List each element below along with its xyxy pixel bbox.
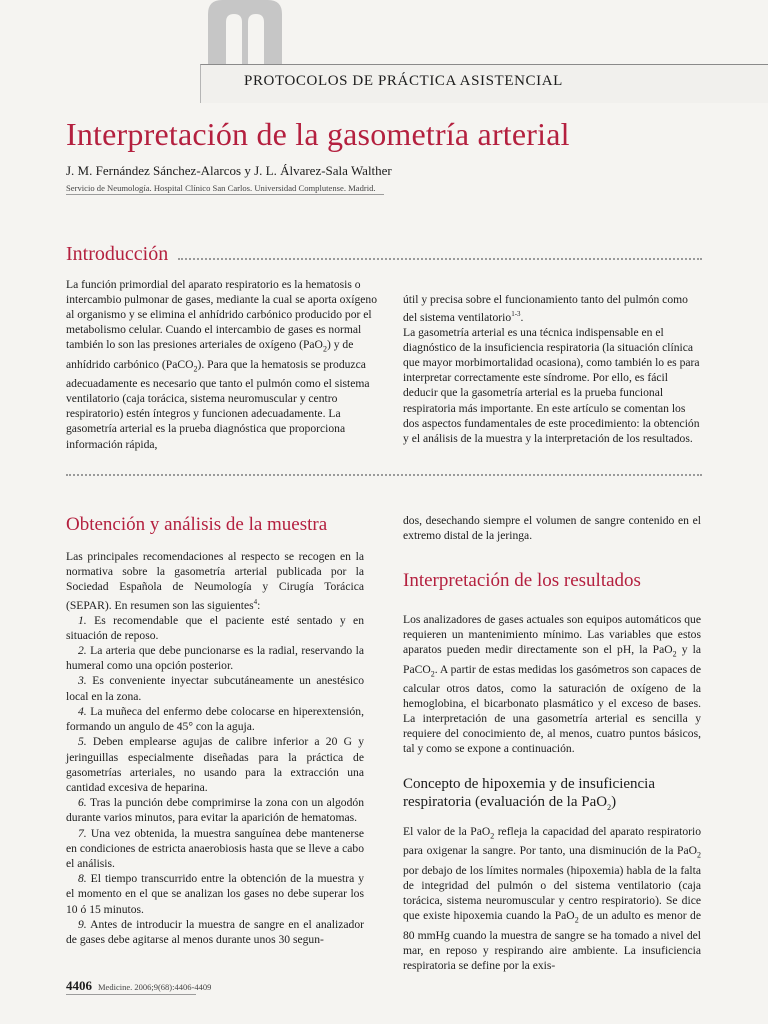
subscript: 2 [672, 649, 677, 659]
item-text: La arteria que debe puncionarse es la radial, reservando la humeral como una opción posterior. [66, 644, 364, 673]
section-obtencion-intro [66, 549, 364, 613]
text-run: ). Para que la hematosis se produzca adecuadamente es necesario que tanto el pulmón como el sistema ventilatorio (caja torácica, sistema neuromuscular y centro respiratorio) estén íntegros y funcionen adecuadamente. La gasometría arterial es la prueba diagnóstica que proporciona información rápida, [66, 357, 370, 451]
continuation-text: dos, desechando siempre el volumen de sangre contenido en el extremo distal de la jeringa. [403, 514, 701, 543]
text-run: por debajo de los límites normales (hipoxemia) habla de la falta de integridad del pulmón o del sistema ventilatorio (caja torácica, sistema neuromuscular y centro respiratorio). Se dice que existe hipoxemia cuando la PaO [403, 863, 701, 923]
intro-paragraph-1 [66, 277, 386, 452]
section-obtencion-heading: Obtención y análisis de la muestra [66, 514, 328, 535]
article-affiliation: Servicio de Neumología. Hospital Clínico San Carlos. Universidad Complutense. Madrid. [66, 183, 376, 193]
section-obtencion-continuation [403, 513, 701, 543]
text-run: útil y precisa sobre el funcionamiento tanto del pulmón como del sistema ventilatorio [403, 293, 688, 324]
reference-superscript: 4 [253, 597, 258, 606]
text-run: Los analizadores de gases actuales son equipos automáticos que requieren un mantenimiento mínimo. Las variables que estos aparatos pueden medir directamente son el pH, la PaO [403, 613, 701, 657]
item-number: 1. [78, 613, 87, 627]
text-run: . [520, 310, 524, 324]
item-number: 6. [78, 796, 87, 810]
subsection-hipoxemia-body [403, 824, 701, 973]
item-number: 9. [78, 917, 87, 931]
section-interpretacion-heading: Interpretación de los resultados [403, 570, 641, 591]
section-obtencion-body [66, 549, 364, 947]
item-text: Es recomendable que el paciente esté sentado y en situación de reposo. [66, 613, 364, 642]
list-item [66, 673, 364, 703]
subsection-hipoxemia-heading [403, 775, 703, 817]
text-run: La función primordial del aparato respiratorio es la hematosis o intercambio pulmonar de gases, mediante la cual se aporta oxígeno al organismo y se elimina el anhídrido carbónico producido por el metabolismo celular. Cuando el intercambio de gases es normal también lo son las presiones arteriales de oxígeno (PaO [66, 278, 377, 352]
subscript: 2 [574, 915, 579, 925]
article-authors: J. M. Fernández Sánchez-Alarcos y J. L. Álvarez-Sala Walther [66, 163, 392, 178]
item-text: Deben emplearse agujas de calibre inferior a 20 G y jeringuillas especialmente diseñadas para la práctica de gasometrías arteriales, no usando para la extracción una cantidad excesiva de heparina. [66, 735, 364, 794]
item-text: Una vez obtenida, la muestra sanguínea debe mantenerse en condiciones de estricta anaerobiosis hasta que se lleve a cabo el análisis. [66, 826, 364, 870]
article-title: Interpretación de la gasometría arterial [66, 116, 570, 152]
series-title: PROTOCOLOS DE PRÁCTICA ASISTENCIAL [244, 73, 563, 89]
item-number: 4. [78, 704, 87, 718]
item-text: Tras la punción debe comprimirse la zona con un algodón durante varios minutos, para evitar la aparición de hematomas. [66, 796, 364, 825]
list-item [66, 826, 364, 872]
list-item [66, 734, 364, 795]
item-number: 2. [78, 644, 87, 658]
intro-paragraph-1-cont [403, 292, 703, 325]
item-number: 5. [78, 735, 87, 749]
text-run: ) y de anhídrido carbónico (PaCO [66, 338, 354, 371]
list-item [66, 795, 364, 825]
text-run: y la PaCO [403, 643, 701, 676]
subscript: 2 [430, 668, 435, 678]
text-run: Las principales recomendaciones al respecto se recogen en la normativa sobre la gasometría arterial publicada por la Sociedad Española de Neumología y Cirugía Torácica (SEPAR). En resumen son las siguientes [66, 550, 364, 612]
text-run: refleja la capacidad del aparato respiratorio para oxigenar la sangre. Por tanto, una disminución de la PaO [403, 825, 701, 858]
text-run: El valor de la PaO [403, 825, 491, 838]
item-number: 3. [78, 674, 87, 688]
subscript: 2 [490, 831, 495, 841]
journal-logo-m [200, 0, 290, 64]
subscript: 2 [322, 344, 327, 354]
reference-superscript: 1-3 [511, 310, 521, 319]
page-number: 4406 [66, 978, 92, 993]
affiliation-divider [66, 194, 384, 195]
subscript: 2 [697, 850, 701, 860]
text-run: . A partir de estas medidas los gasómetros son capaces de calcular otros datos, como la saturación de oxígeno de la hemoglobina, el bicarbonato plasmático y el exceso de bases. La interpretación de una gasometría arterial es sencilla y requiere del conocimiento de, al menos, cuatro puntos básicos, tal y como se expone a continuación. [403, 662, 701, 756]
item-number: 8. [78, 872, 87, 886]
footer-divider [66, 994, 196, 995]
item-text: Antes de introducir la muestra de sangre en el analizador de gases debe agitarse al menos durante unos 30 segun- [66, 917, 364, 946]
list-item [66, 613, 364, 643]
intro-left-column [66, 277, 386, 452]
intro-heading-leader [178, 258, 702, 260]
intro-bottom-rule [66, 474, 702, 476]
text-run: Concepto de hipoxemia y de insuficiencia respiratoria (evaluación de la PaO [403, 776, 656, 810]
list-item [66, 917, 364, 947]
item-text: El tiempo transcurrido entre la obtención de la muestra y el momento en el que se analizan los gases no debe superar los 10 ó 15 minutos. [66, 872, 364, 916]
item-text: Es conveniente inyectar subcutáneamente un anestésico local en la zona. [66, 674, 364, 703]
hipoxemia-paragraph [403, 824, 701, 973]
interpretacion-paragraph [403, 612, 701, 756]
intro-right-column [403, 292, 703, 446]
item-text: La muñeca del enfermo debe colocarse en hiperextensión, formando un angulo de 45° con la aguja. [66, 704, 364, 734]
intro-paragraph-2: La gasometría arterial es una técnica indispensable en el diagnóstico de la insuficiencia respiratoria (la situación clínica que mayor morbimortalidad ocasiona), como también lo es para interpretar correctamente este síndrome. Por ello, es fácil deducir que la gasometría arterial es la prueba funcional respiratoria más importante. En este artículo se comentan los dos aspectos fundamentales de este procedimiento: la obtención y el análisis de la muestra y la interpretación de los resultados. [403, 326, 700, 445]
list-item [66, 871, 364, 917]
subscript: 2 [193, 364, 198, 374]
text-run: ) [611, 794, 617, 810]
list-item [66, 643, 364, 673]
section-interpretacion-body [403, 612, 701, 756]
journal-citation: Medicine. 2006;9(68):4406-4409 [98, 982, 212, 992]
subscript: 2 [607, 803, 612, 812]
text-run: : [257, 598, 261, 612]
list-item [66, 704, 364, 734]
intro-heading: Introducción [66, 243, 169, 265]
page-footer [66, 978, 211, 994]
text-run: de un adulto es menor de 80 mmHg cuando la muestra de sangre se ha tomado a nivel del mar, en reposo y respirando aire ambiente. La insuficiencia respiratoria se define por la exis- [403, 909, 701, 972]
item-number: 7. [78, 826, 87, 840]
